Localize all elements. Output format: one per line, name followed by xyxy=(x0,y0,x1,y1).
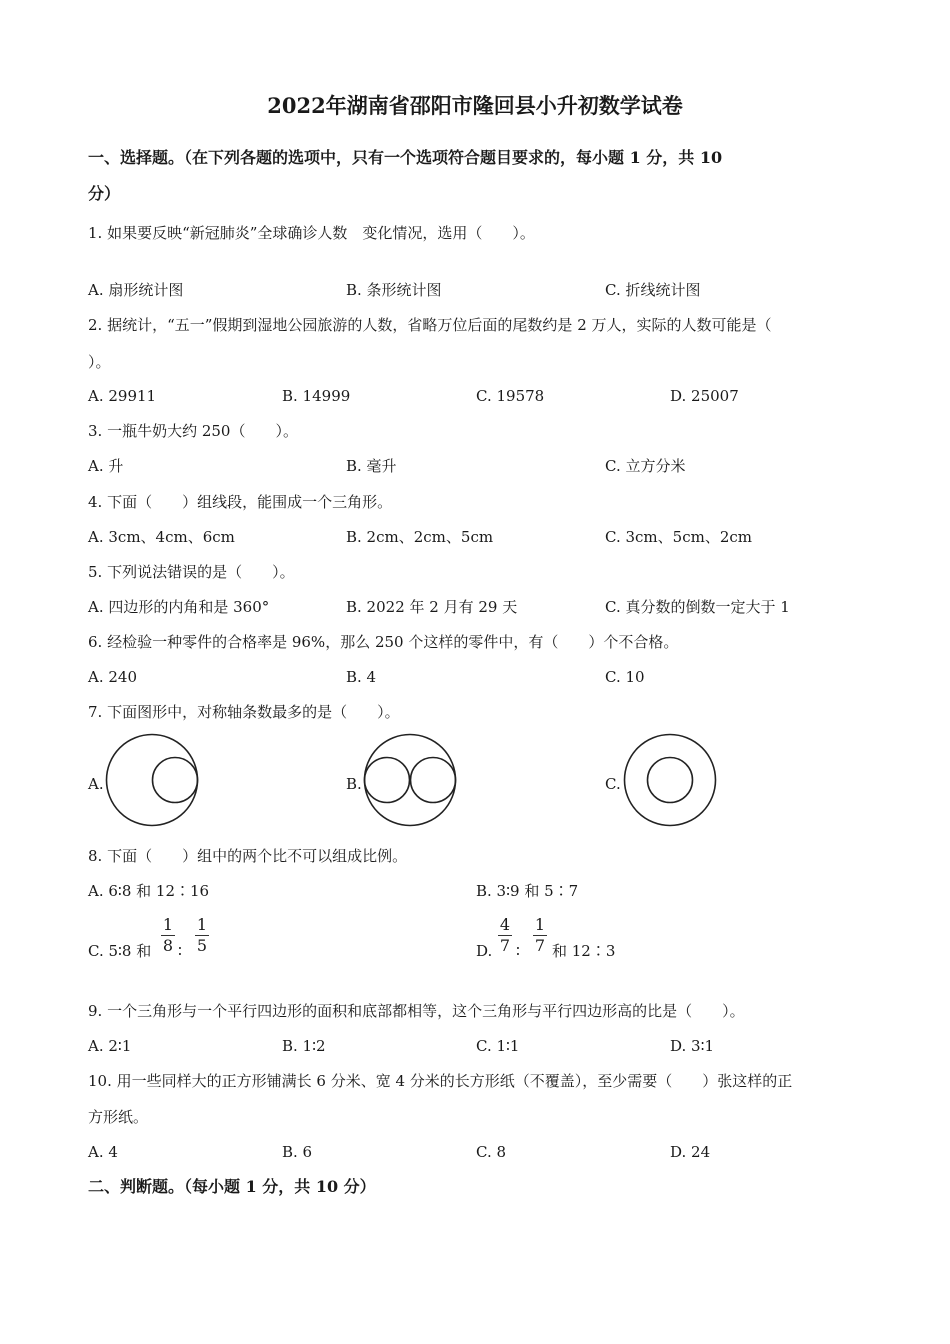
q3-option-c: C. 立方分米 xyxy=(605,457,686,475)
q7-option-a: A. xyxy=(88,775,104,793)
q4-option-c: C. 3cm、5cm、2cm xyxy=(605,528,752,546)
q8-option-d-prefix: D. xyxy=(476,942,493,960)
q2-option-c: C. 19578 xyxy=(476,387,545,405)
q8-option-d-fraction-2 xyxy=(533,916,547,955)
fraction-numerator: 1 xyxy=(534,915,546,934)
q2-option-b: B. 14999 xyxy=(282,387,351,405)
page-title: 2022年湖南省邵阳市隆回县小升初数学试卷 xyxy=(267,93,683,118)
q1-option-b: B. 条形统计图 xyxy=(346,281,442,299)
fraction-numerator: 1 xyxy=(162,915,174,934)
q8-option-c-prefix: C. 5∶8 和 xyxy=(88,942,152,960)
q5-stem: 5. 下列说法错误的是（ ）。 xyxy=(88,563,295,581)
q9-option-a: A. 2∶1 xyxy=(88,1037,132,1055)
q9-option-b: B. 1∶2 xyxy=(282,1037,326,1055)
q7-option-b: B. xyxy=(346,775,362,793)
q9-option-d: D. 3∶1 xyxy=(670,1037,715,1055)
fraction-denominator: 5 xyxy=(196,936,208,955)
q2-option-d: D. 25007 xyxy=(670,387,739,405)
section1-heading-line2: 分） xyxy=(88,184,121,203)
q10-stem-line1: 10. 用一些同样大的正方形铺满长 6 分米、宽 4 分米的长方形纸（不覆盖），至少需要（ ）张这样的正 xyxy=(88,1072,793,1090)
q7-option-c: C. xyxy=(605,775,621,793)
q5-option-b: B. 2022 年 2 月有 29 天 xyxy=(346,598,518,616)
section1-heading-line1: 一、选择题。（在下列各题的选项中，只有一个选项符合题目要求的，每小题 1 分，共 10 xyxy=(88,148,723,167)
q7-stem: 7. 下面图形中，对称轴条数最多的是（ ）。 xyxy=(88,703,400,721)
q10-option-d: D. 24 xyxy=(670,1143,711,1161)
q1-option-a: A. 扇形统计图 xyxy=(88,281,184,299)
q8-option-d-colon: ∶ xyxy=(516,942,520,960)
q6-option-b: B. 4 xyxy=(346,668,377,686)
q6-option-c: C. 10 xyxy=(605,668,645,686)
q6-stem: 6. 经检验一种零件的合格率是 96%，那么 250 个这样的零件中，有（ ）个不合格。 xyxy=(88,633,679,651)
q10-stem-line2: 方形纸。 xyxy=(88,1108,149,1126)
fraction-denominator: 7 xyxy=(499,936,511,955)
q1-stem: 1. 如果要反映“新冠肺炎”全球确诊人数 变化情况，选用（ ）。 xyxy=(88,224,535,242)
q10-option-b: B. 6 xyxy=(282,1143,313,1161)
q9-option-c: C. 1∶1 xyxy=(476,1037,520,1055)
q7-figure-c xyxy=(623,733,719,827)
q2-option-a: A. 29911 xyxy=(88,387,157,405)
q6-option-a: A. 240 xyxy=(88,668,137,686)
q8-option-c-fraction-1 xyxy=(161,916,175,955)
q2-stem-line1: 2. 据统计，“五一”假期到湿地公园旅游的人数，省略万位后面的尾数约是 2 万人，实际的人数可能是（ xyxy=(88,316,772,334)
section2-heading: 二、判断题。（每小题 1 分，共 10 分） xyxy=(88,1177,376,1196)
q7-figure-a xyxy=(106,733,202,827)
q3-stem: 3. 一瓶牛奶大约 250（ ）。 xyxy=(88,422,298,440)
fraction-denominator: 7 xyxy=(534,936,546,955)
q5-option-a: A. 四边形的内角和是 360° xyxy=(88,598,270,616)
q10-option-c: C. 8 xyxy=(476,1143,507,1161)
q8-option-d-fraction-1 xyxy=(498,916,512,955)
q9-stem: 9. 一个三角形与一个平行四边形的面积和底部都相等，这个三角形与平行四边形高的比是（ ）。 xyxy=(88,1002,745,1020)
fraction-numerator: 4 xyxy=(499,915,511,934)
q8-option-c-colon: ∶ xyxy=(178,942,182,960)
q10-option-a: A. 4 xyxy=(88,1143,118,1161)
fraction-denominator: 8 xyxy=(162,936,174,955)
q2-stem-line2: ）。 xyxy=(88,353,111,371)
q4-option-b: B. 2cm、2cm、5cm xyxy=(346,528,494,546)
q7-figure-b xyxy=(363,733,459,827)
q8-option-d-suffix: 和 12∶3 xyxy=(552,942,616,960)
q1-option-c: C. 折线统计图 xyxy=(605,281,701,299)
q4-stem: 4. 下面（ ）组线段，能围成一个三角形。 xyxy=(88,493,393,511)
fraction-numerator: 1 xyxy=(196,915,208,934)
q3-option-b: B. 毫升 xyxy=(346,457,397,475)
q8-option-b: B. 3∶9 和 5∶7 xyxy=(476,882,579,900)
q8-option-a: A. 6∶8 和 12∶16 xyxy=(88,882,210,900)
q8-option-c-fraction-2 xyxy=(195,916,209,955)
q4-option-a: A. 3cm、4cm、6cm xyxy=(88,528,235,546)
q5-option-c: C. 真分数的倒数一定大于 1 xyxy=(605,598,790,616)
q3-option-a: A. 升 xyxy=(88,457,124,475)
q8-stem: 8. 下面（ ）组中的两个比不可以组成比例。 xyxy=(88,847,408,865)
